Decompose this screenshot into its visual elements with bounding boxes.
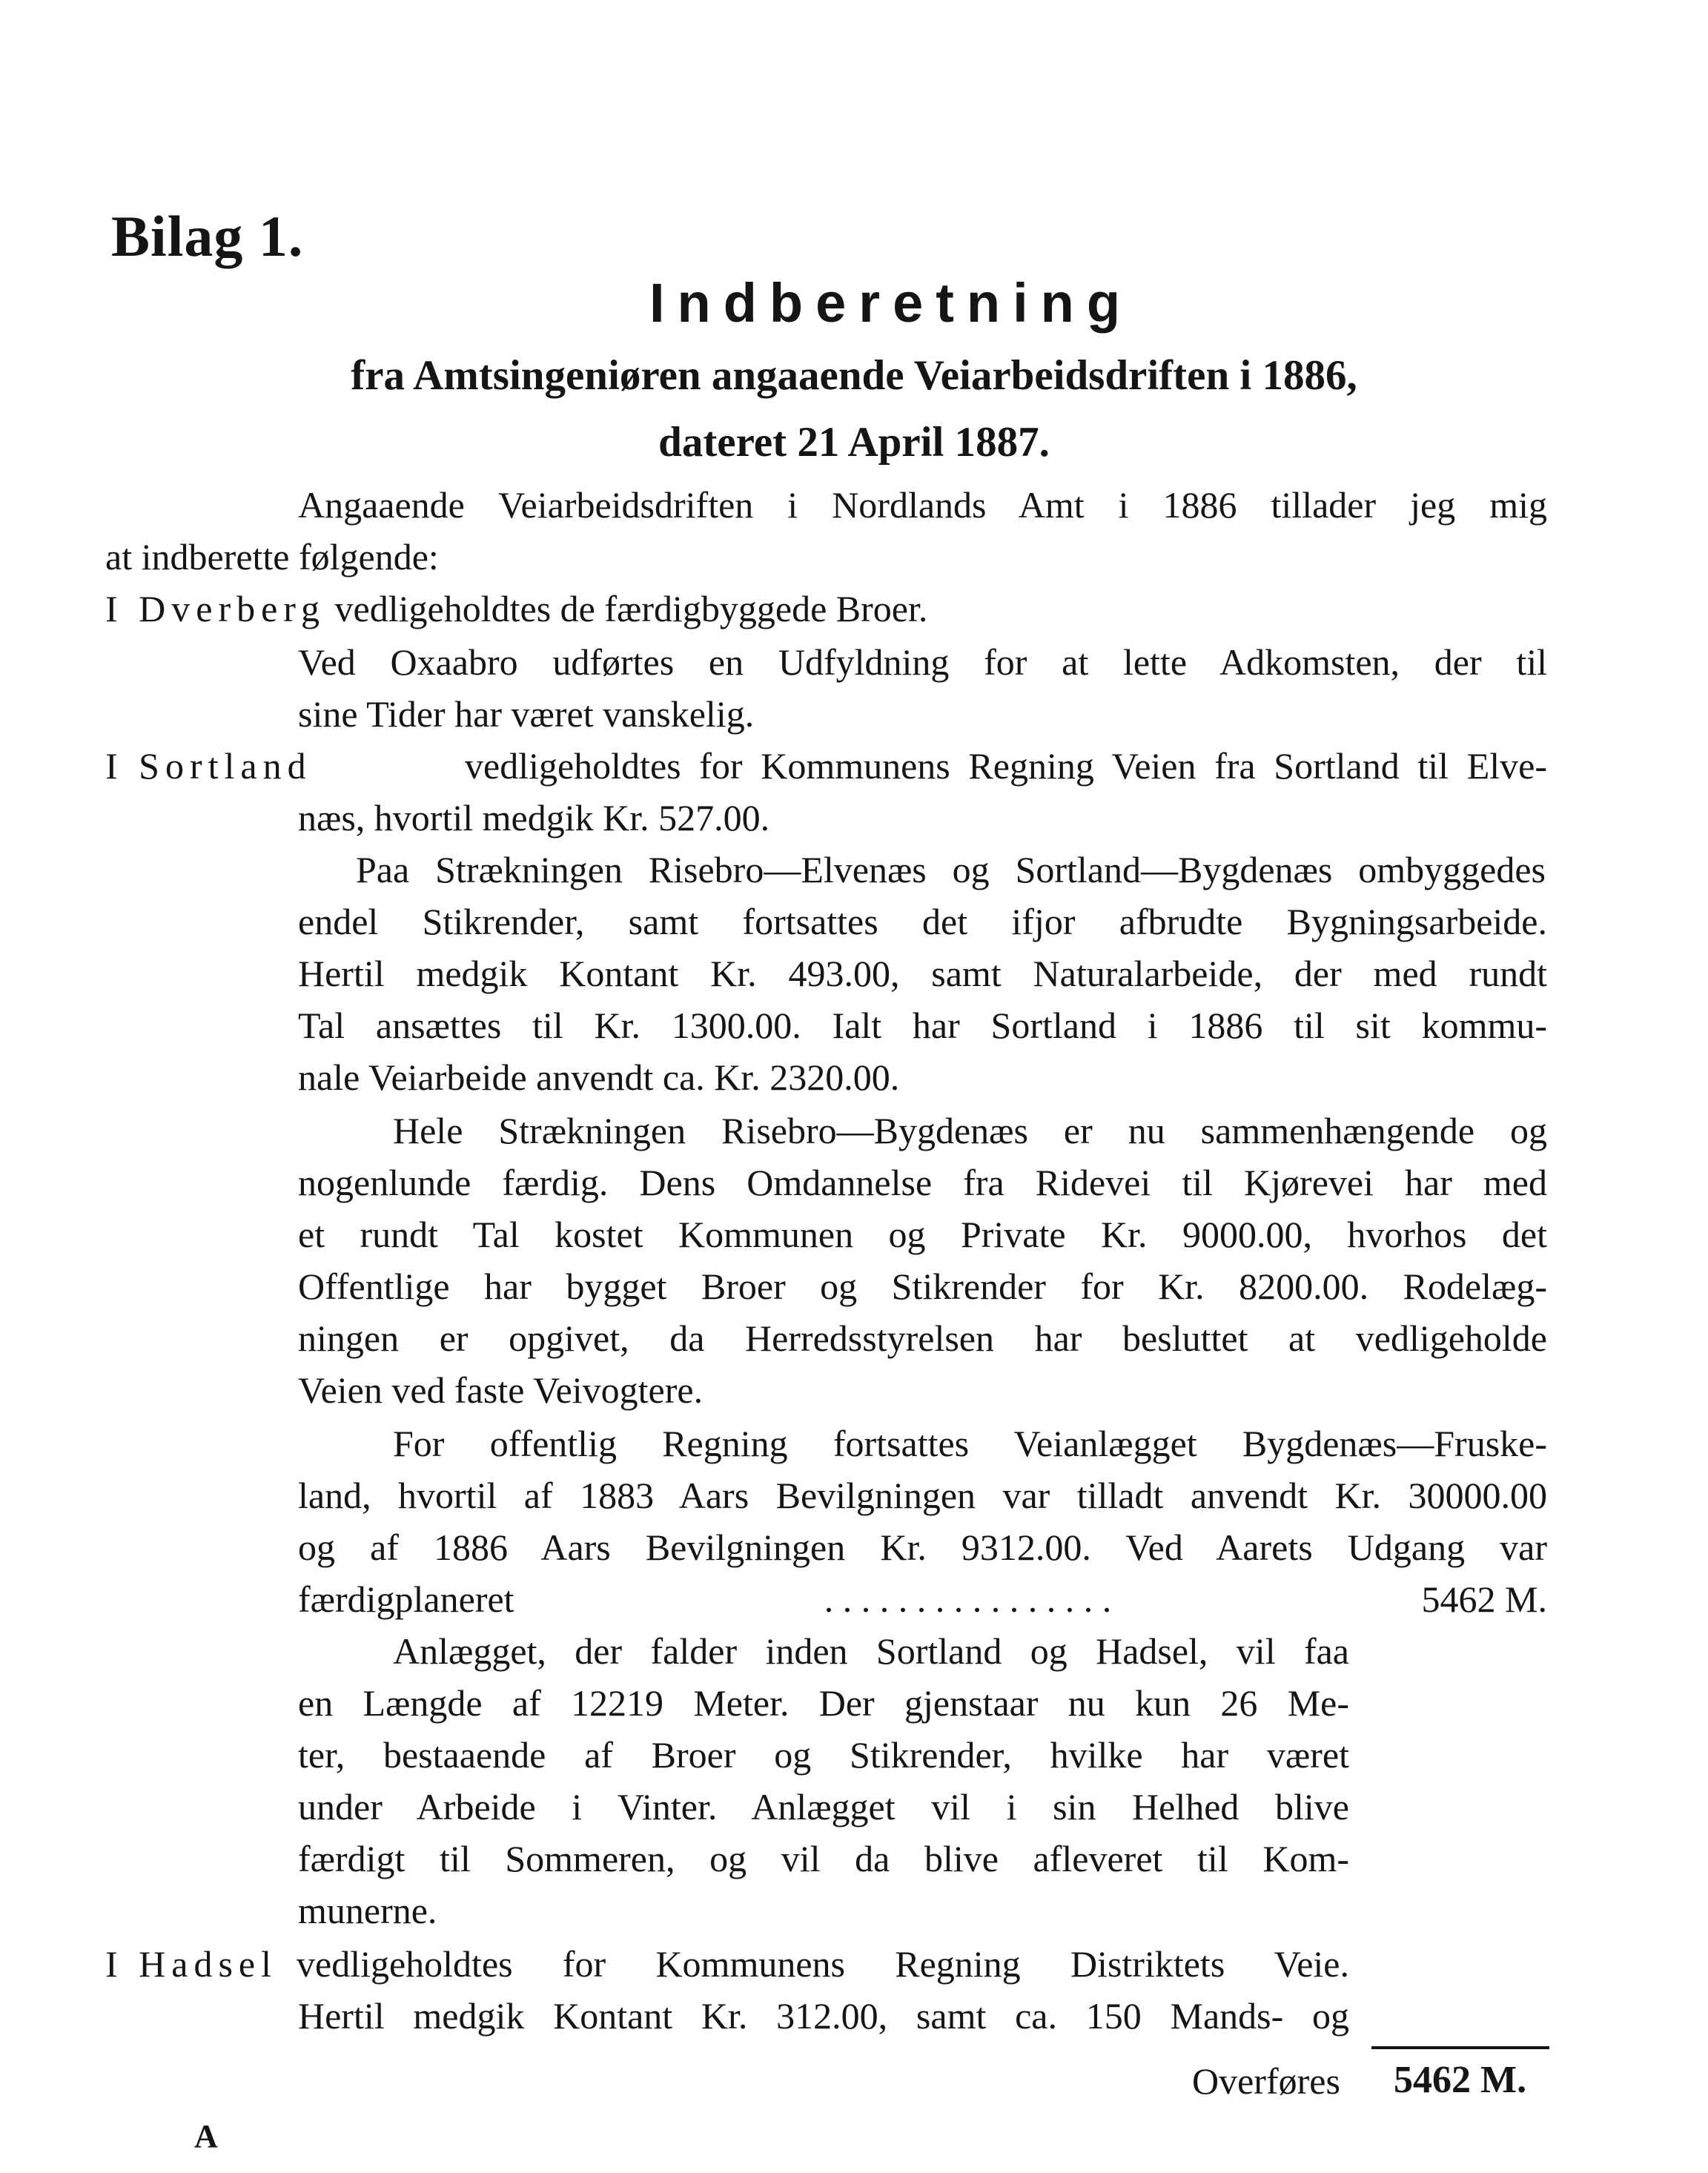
document-date: dateret 21 April 1887. (658, 419, 1050, 466)
leader-dots: . . . . . . . . . . . . . . . . (824, 1578, 1112, 1620)
body-line: Hele Strækningen Risebro—Bygdenæs er nu sammenhængende og (393, 1110, 1547, 1151)
body-line: Ved Oxaabro udførtes en Udfyldning for at lette Adkomsten, der til (298, 641, 1547, 683)
body-line: Veien ved faste Veivogtere. (298, 1369, 704, 1411)
signature-mark: A (194, 2118, 218, 2154)
body-line: Angaaende Veiarbeidsdriften i Nordlands Amt i 1886 tillader jeg mig (298, 484, 1547, 526)
district-name: I Sortland (105, 745, 312, 787)
body-line-rest: vedligeholdtes de færdigbyggede Broer. (334, 588, 928, 629)
appendix-label: Bilag 1. (111, 204, 304, 268)
body-line (105, 745, 1547, 787)
body-line: Tal ansættes til Kr. 1300.00. Ialt har Sortland i 1886 til sit kommu- (298, 1005, 1547, 1046)
body-line: at indberette følgende: (105, 536, 439, 578)
body-line: Hertil medgik Kontant Kr. 312.00, samt ca. 150 Mands- og (298, 1995, 1349, 2037)
completed-label: færdigplaneret (298, 1578, 514, 1620)
body-line: Hertil medgik Kontant Kr. 493.00, samt Naturalarbeide, der med rundt (298, 953, 1547, 994)
sum-rule (1371, 2046, 1549, 2049)
carry-forward-label: Overføres (1192, 2060, 1340, 2102)
body-line (105, 590, 927, 627)
district-name: I Dverberg (105, 588, 326, 629)
body-line: munerne. (298, 1890, 437, 1931)
body-line: og af 1886 Aars Bevilgningen Kr. 9312.00. Ved Aarets Udgang var (298, 1527, 1547, 1568)
body-line: en Længde af 12219 Meter. Der gjenstaar nu kun 26 Me- (298, 1682, 1349, 1724)
body-line: Offentlige har bygget Broer og Stikrender for Kr. 8200.00. Rodelæg- (298, 1266, 1547, 1307)
body-line-rest: vedligeholdtes for Kommunens Regning Veien fra Sortland til Elve- (465, 745, 1547, 787)
completed-amount: 5462 M. (1421, 1578, 1547, 1620)
body-line (298, 1578, 1547, 1620)
body-line: For offentlig Regning fortsattes Veianlægget Bygdenæs—Fruske- (393, 1423, 1547, 1464)
body-line: ningen er opgivet, da Herredsstyrelsen har besluttet at vedligeholde (298, 1317, 1547, 1359)
body-line: ter, bestaaende af Broer og Stikrender, hvilke har været (298, 1734, 1349, 1776)
carry-forward-amount: 5462 M. (1394, 2059, 1527, 2101)
body-line: et rundt Tal kostet Kommunen og Private Kr. 9000.00, hvorhos det (298, 1214, 1547, 1255)
body-line: færdigt til Sommeren, og vil da blive afleveret til Kom- (298, 1838, 1349, 1879)
body-line: under Arbeide i Vinter. Anlægget vil i sin Helhed blive (298, 1786, 1349, 1828)
district-name: I Hadsel (105, 1943, 277, 1985)
document-title: Indberetning (649, 272, 1133, 334)
body-line: endel Stikrender, samt fortsattes det ifjor afbrudte Bygningsarbeide. (298, 901, 1547, 942)
body-line-rest: vedligeholdtes for Kommunens Regning Distriktets Veie. (297, 1943, 1349, 1985)
body-line: land, hvortil af 1883 Aars Bevilgningen var tilladt anvendt Kr. 30000.00 (298, 1475, 1547, 1516)
body-line: nogenlunde færdig. Dens Omdannelse fra Ridevei til Kjørevei har med (298, 1162, 1547, 1203)
body-line: Paa Strækningen Risebro—Elvenæs og Sortland—Bygdenæs ombyggedes (356, 849, 1546, 890)
body-line: sine Tider har været vanskelig. (298, 693, 755, 735)
document-subtitle: fra Amtsingeniøren angaaende Veiarbeidsdriften i 1886, (351, 352, 1357, 399)
body-line (105, 1943, 1349, 1985)
body-line: nale Veiarbeide anvendt ca. Kr. 2320.00. (298, 1056, 900, 1098)
body-line: næs, hvortil medgik Kr. 527.00. (298, 797, 770, 839)
body-line: Anlægget, der falder inden Sortland og Hadsel, vil faa (393, 1630, 1349, 1672)
